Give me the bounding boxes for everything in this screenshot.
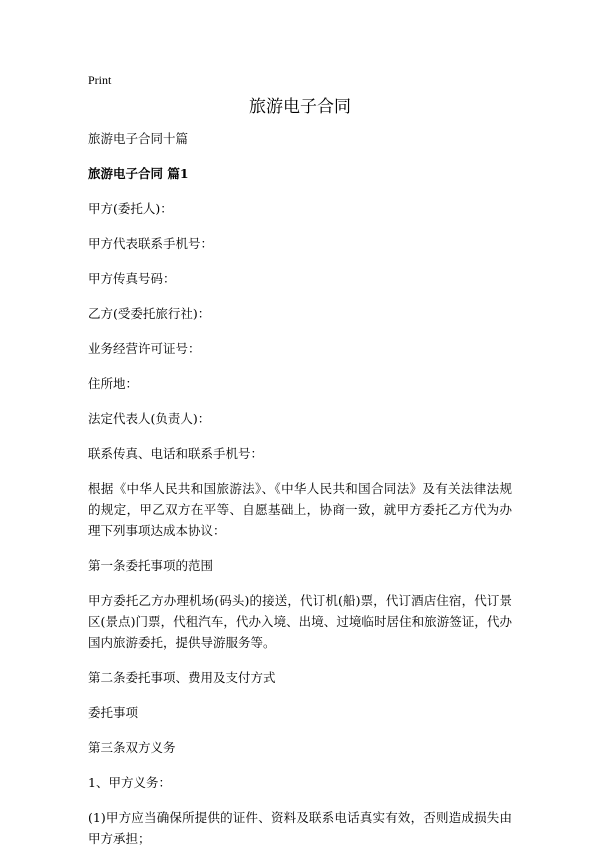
paragraph: 1、甲方义务： xyxy=(88,775,171,790)
document-title: 旅游电子合同 xyxy=(249,97,351,117)
paragraph: 委托事项 xyxy=(88,705,139,720)
section-heading: 旅游电子合同 篇1 xyxy=(88,166,189,181)
document-body xyxy=(88,128,512,863)
paragraph: 甲方传真号码： xyxy=(88,271,176,286)
paragraph: 第三条双方义务 xyxy=(88,740,176,755)
paragraph: (1)甲方应当确保所提供的证件、资料及联系电话真实有效，否则造成损失由甲方承担； xyxy=(88,810,512,846)
paragraph: 联系传真、电话和联系手机号： xyxy=(88,446,264,461)
paragraph: 第一条委托事项的范围 xyxy=(88,558,214,573)
paragraph: 旅游电子合同十篇 xyxy=(88,131,189,146)
paragraph: 甲方(委托人)： xyxy=(88,201,173,216)
paragraph: 根据《中华人民共和国旅游法》、《中华人民共和国合同法》及有关法律法规的规定，甲乙双方在平等、自愿基础上，协商一致，就甲方委托乙方代为办理下列事项达成本协议： xyxy=(88,481,512,538)
paragraph: 甲方代表联系手机号： xyxy=(88,236,214,251)
paragraph: 住所地： xyxy=(88,376,139,391)
paragraph: 第二条委托事项、费用及支付方式 xyxy=(88,670,276,685)
paragraph: 甲方委托乙方办理机场(码头)的接送，代订机(船)票，代订酒店住宿，代订景区(景点)门票，代租汽车，代办入境、出境、过境临时居住和旅游签证，代办国内旅游委托，提供导游服务等。 xyxy=(88,593,512,650)
paragraph: 法定代表人(负责人)： xyxy=(88,411,211,426)
paragraph: 业务经营许可证号： xyxy=(88,341,201,356)
print-label: Print xyxy=(88,73,112,87)
paragraph: 乙方(受委托旅行社)： xyxy=(88,306,211,321)
